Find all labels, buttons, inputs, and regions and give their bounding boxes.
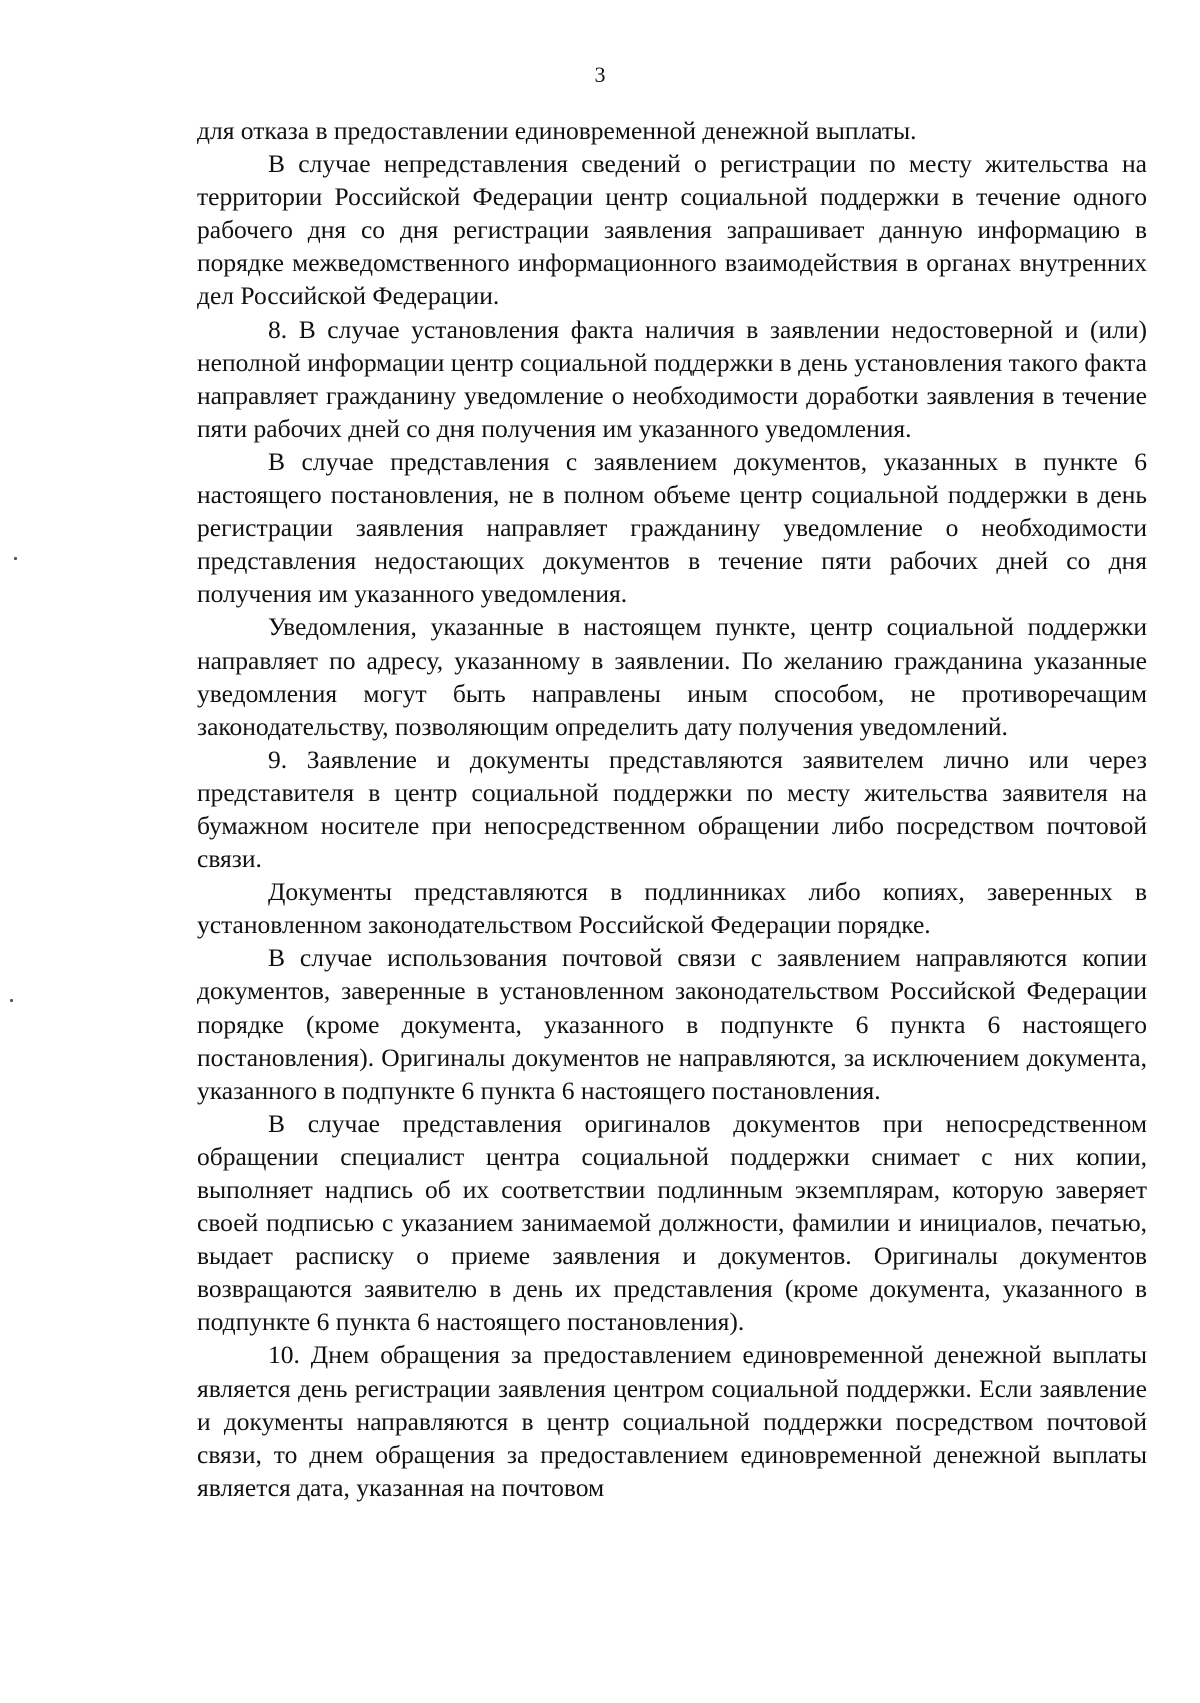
paragraph-item-9-postal: В случае использования почтовой связи с заявлением направляются копии документов, заверенные в установленном законодательством Российской Федерации порядке (кроме документа, указанного в подпункте 6 пункта 6 настоящего постановления). Оригиналы документов не направляются, за исключением документа, указанного в подпункте 6 пункта 6 настоящего постановления. <box>197 943 1147 1105</box>
scan-speck-bottom <box>10 999 13 1002</box>
paragraph-item-8-notices: Уведомления, указанные в настоящем пункте, центр социальной поддержки направляет по адресу, указанному в заявлении. По желанию гражданина указанные уведомления могут быть направлены иным способом, не противоречащим законодательству, позволяющим определить дату получения уведомлений. <box>197 612 1147 741</box>
paragraph-item-8: 8. В случае установления факта наличия в заявлении недостоверной и (или) неполной информации центр социальной поддержки в день установления такого факта направляет гражданину уведомление о необходимости доработки заявления в течение пяти рабочих дней со дня получения им указанного уведомления. <box>197 314 1147 443</box>
paragraph-item-10: 10. Днем обращения за предоставлением единовременной денежной выплаты является день регистрации заявления центром социальной поддержки. Если заявление и документы направляются в центр социальной поддержки посредством почтовой связи, то днем обращения за предоставлением единовременной денежной выплаты является дата, указанная на почтовом <box>197 1340 1147 1502</box>
paragraph-item-9-in-person: В случае представления оригиналов документов при непосредственном обращении специалист центра социальной поддержки снимает с них копии, выполняет надпись об их соответствии подлинным экземплярам, которую заверяет своей подписью с указанием занимаемой должности, фамилии и инициалов, печатью, выдает расписку о приеме заявления и документов. Оригиналы документов возвращаются заявителю в день их представления (кроме документа, указанного в подпункте 6 пункта 6 настоящего постановления). <box>197 1108 1147 1337</box>
scan-speck-top <box>14 557 17 560</box>
document-body <box>197 114 1147 1504</box>
paragraph-registration-request: В случае непредставления сведений о регистрации по месту жительства на территории Российской Федерации центр социальной поддержки в течение одного рабочего дня со дня регистрации заявления запрашивает данную информацию в порядке межведомственного информационного взаимодействия в органах внутренних дел Российской Федерации. <box>197 149 1147 311</box>
paragraph-item-8-documents: В случае представления с заявлением документов, указанных в пункте 6 настоящего постановления, не в полном объеме центр социальной поддержки в день регистрации заявления направляет гражданину уведомление о необходимости представления недостающих документов в течение пяти рабочих дней со дня получения им указанного уведомления. <box>197 446 1147 609</box>
paragraph-continuation: для отказа в предоставлении единовременной денежной выплаты. <box>197 116 917 145</box>
page-number: 3 <box>594 62 606 87</box>
paragraph-item-9-originals: Документы представляются в подлинниках либо копиях, заверенных в установленном законодательством Российской Федерации порядке. <box>197 877 1147 940</box>
paragraph-item-9: 9. Заявление и документы представляются заявителем лично или через представителя в центр социальной поддержки по месту жительства заявителя на бумажном носителе при непосредственном обращении либо посредством почтовой связи. <box>197 744 1147 874</box>
